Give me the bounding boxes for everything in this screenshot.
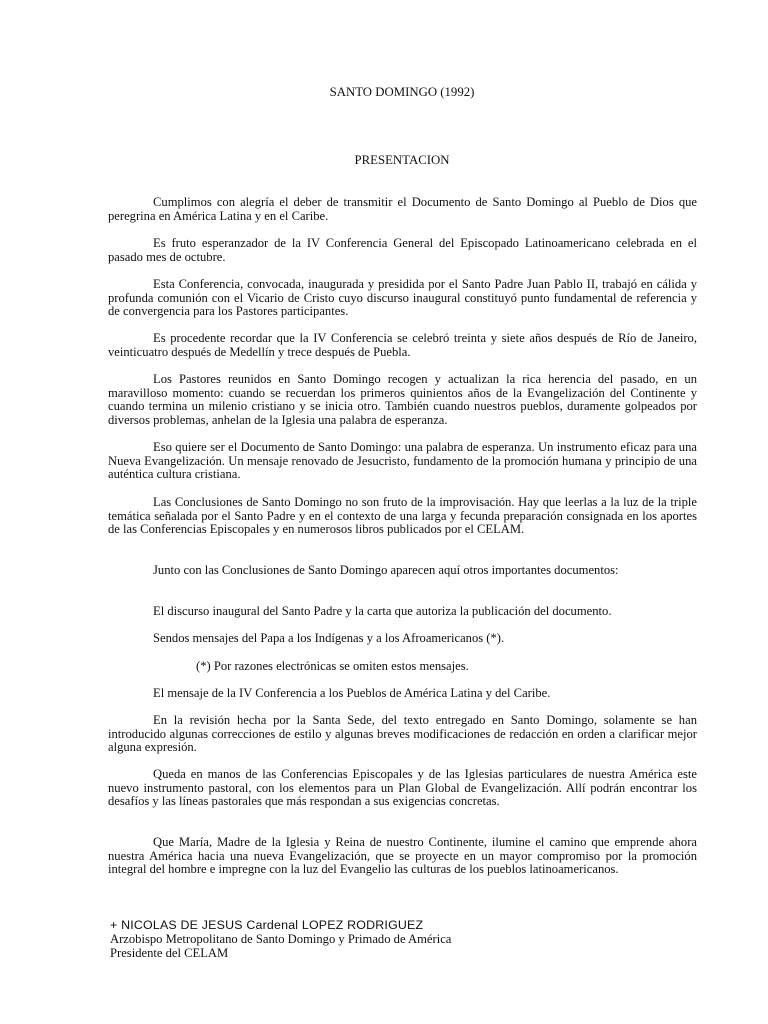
paragraph: En la revisión hecha por la Santa Sede, del texto entregado en Santo Domingo, solamente se han introducido algunas correcciones de estilo y algunas breves modificaciones de redacción en orden a clarificar mejor alguna expresión. [108,713,697,754]
signature-role: Arzobispo Metropolitano de Santo Domingo y Primado de América [110,932,452,946]
paragraph: Que María, Madre de la Iglesia y Reina de nuestro Continente, ilumine el camino que emprende ahora nuestra América hacia una nueva Evangelización, que se proyecte en un mayor compromiso por la promoción integral del hombre e impregne con la luz del Evangelio las culturas de los pueblos latinoamericanos. [108,835,697,876]
paragraph: El discurso inaugural del Santo Padre y la carta que autoriza la publicación del documento. [153,604,612,618]
footnote: (*) Por razones electrónicas se omiten estos mensajes. [196,659,469,673]
paragraph: Es procedente recordar que la IV Conferencia se celebró treinta y siete años después de Río de Janeiro, veinticuatro después de Medellín y trece después de Puebla. [108,331,697,359]
paragraph: Junto con las Conclusiones de Santo Domingo aparecen aquí otros importantes documentos: [153,563,619,577]
paragraph: Esta Conferencia, convocada, inaugurada y presidida por el Santo Padre Juan Pablo II, trabajó en cálida y profunda comunión con el Vicario de Cristo cuyo discurso inaugural constituyó punto fundamental de referencia y de convergencia para los Pastores participantes. [108,277,697,318]
paragraph: Los Pastores reunidos en Santo Domingo recogen y actualizan la rica herencia del pasado, en un maravilloso momento: cuando se recuerdan los primeros quinientos años de la Evangelización del Continente y cuando termina un milenio cristiano y se inicia otro. También cuando nuestros pueblos, duramente golpeados por diversos problemas, anhelan de la Iglesia una palabra de esperanza. [108,372,697,427]
paragraph: Es fruto esperanzador de la IV Conferencia General del Episcopado Latinoamericano celebrada en el pasado mes de octubre. [108,236,697,264]
paragraph: Las Conclusiones de Santo Domingo no son fruto de la improvisación. Hay que leerlas a la luz de la triple temática señalada por el Santo Padre y en el contexto de una larga y fecunda preparación consignada en los aportes de las Conferencias Episcopales y en numerosos libros publicados por el CELAM. [108,495,697,536]
section-heading: PRESENTACION [354,153,450,167]
paragraph: Cumplimos con alegría el deber de transmitir el Documento de Santo Domingo al Pueblo de Dios que peregrina en América Latina y en el Caribe. [108,195,697,223]
paragraph: Eso quiere ser el Documento de Santo Domingo: una palabra de esperanza. Un instrumento eficaz para una Nueva Evangelización. Un mensaje renovado de Jesucristo, fundamento de la promoción humana y principio de una auténtica cultura cristiana. [108,440,697,481]
paragraph: Sendos mensajes del Papa a los Indígenas y a los Afroamericanos (*). [153,631,505,645]
document-title: SANTO DOMINGO (1992) [329,85,475,99]
paragraph: Queda en manos de las Conferencias Episcopales y de las Iglesias particulares de nuestra América este nuevo instrumento pastoral, con los elementos para un Plan Global de Evangelización. Allí podrán encontrar los desafíos y las líneas pastorales que más respondan a sus exigencias concretas. [108,767,697,808]
paragraph: El mensaje de la IV Conferencia a los Pueblos de América Latina y del Caribe. [153,686,551,700]
signature-role: Presidente del CELAM [110,946,229,960]
signature-name: + NICOLAS DE JESUS Cardenal LOPEZ RODRIGUEZ [110,918,424,932]
